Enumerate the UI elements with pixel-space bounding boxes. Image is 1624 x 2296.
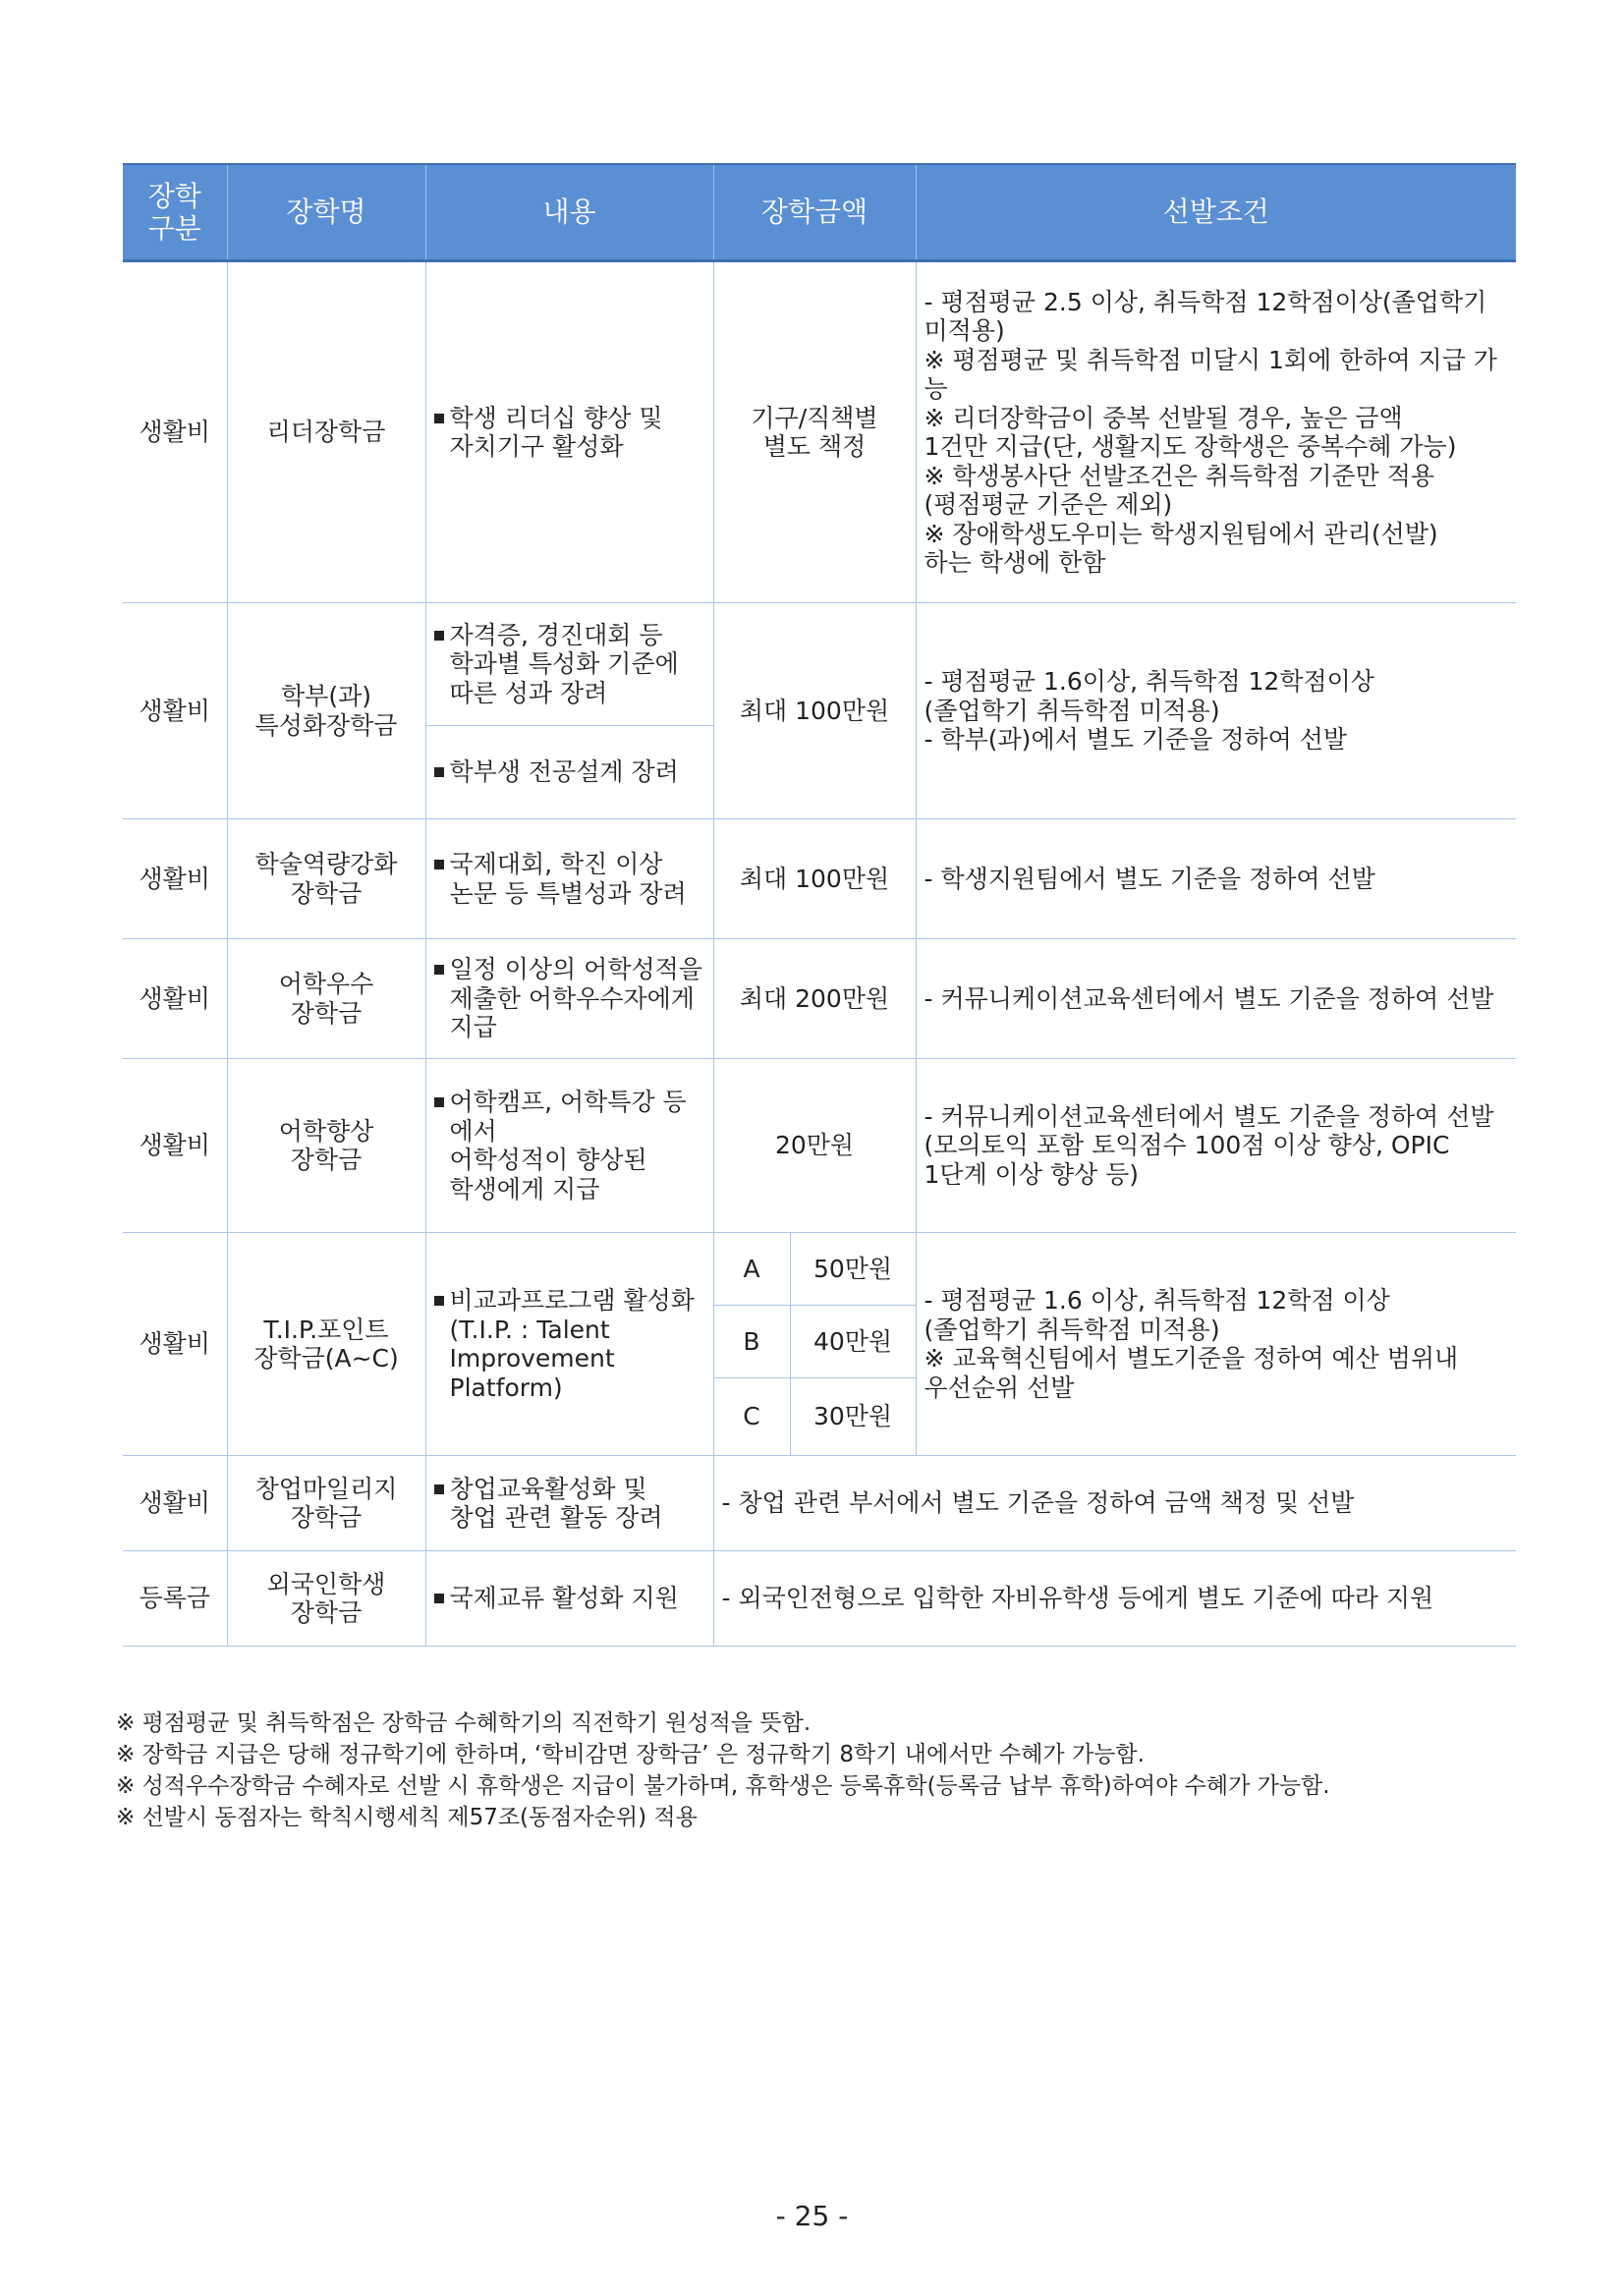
table-row — [123, 1551, 1516, 1647]
header-name: 장학명 — [227, 164, 425, 261]
cell-amount: 기구/직책별 별도 책정 — [713, 261, 916, 603]
bullet-item — [434, 850, 705, 908]
cell-tier-amount: 40만원 — [790, 1306, 916, 1378]
cell-tier-amount: 50만원 — [790, 1233, 916, 1306]
bullet-square-icon — [434, 1296, 444, 1306]
cell-conditions: - 평점평균 1.6이상, 취득학점 12학점이상 (졸업학기 취득학점 미적용) - 학부(과)에서 별도 기준을 정하여 선발 — [916, 603, 1516, 819]
cell-type: 생활비 — [123, 939, 227, 1059]
cell-content — [425, 726, 713, 819]
cell-name: 창업마일리지 장학금 — [227, 1456, 425, 1551]
header-content: 내용 — [425, 164, 713, 261]
cell-type: 생활비 — [123, 603, 227, 819]
cell-content — [425, 1059, 713, 1233]
table-row — [123, 261, 1516, 603]
cell-name: 학술역량강화 장학금 — [227, 819, 425, 939]
cell-conditions: - 평점평균 1.6 이상, 취득학점 12학점 이상 (졸업학기 취득학점 미적용) ※ 교육혁신팀에서 별도기준을 정하여 예산 범위내 우선순위 선발 — [916, 1233, 1516, 1456]
bullet-text: 국제대회, 학진 이상 논문 등 특별성과 장려 — [449, 850, 687, 908]
cell-name: T.I.P.포인트 장학금(A~C) — [227, 1233, 425, 1456]
cell-amount: 최대 100만원 — [713, 819, 916, 939]
cell-tier-amount: 30만원 — [790, 1378, 916, 1456]
header-amount: 장학금액 — [713, 164, 916, 261]
cell-name: 어학우수 장학금 — [227, 939, 425, 1059]
cell-tier-grade: A — [713, 1233, 790, 1306]
cell-conditions: - 커뮤니케이션교육센터에서 별도 기준을 정하여 선발 (모의토익 포함 토익점수 100점 이상 향상, OPIC 1단계 이상 향상 등) — [916, 1059, 1516, 1233]
bullet-square-icon — [434, 1484, 444, 1494]
bullet-square-icon — [434, 631, 444, 641]
footnote: ※ 평점평균 및 취득학점은 장학금 수혜학기의 직전학기 원성적을 뜻함. — [116, 1710, 812, 1736]
cell-amount: 최대 100만원 — [713, 603, 916, 819]
footnotes — [116, 1708, 1330, 1833]
cell-content — [425, 1456, 713, 1551]
bullet-item — [434, 955, 705, 1042]
table-row — [123, 603, 1516, 726]
cell-merged-conditions: - 외국인전형으로 입학한 자비유학생 등에게 별도 기준에 따라 지원 — [713, 1551, 1516, 1647]
cell-merged-conditions: - 창업 관련 부서에서 별도 기준을 정하여 금액 책정 및 선발 — [713, 1456, 1516, 1551]
bullet-item — [434, 621, 705, 708]
cell-conditions: - 평점평균 2.5 이상, 취득학점 12학점이상(졸업학기 미적용) ※ 평점평균 및 취득학점 미달시 1회에 한하여 지급 가능 ※ 리더장학금이 중복 선발될 경우, 높은 금액 1건만 지급(단, 생활지도 장학생은 중복수혜 가능) ※ 학생봉사단 선발조건은 취득학점 기준만 적용 (평점평균 기준은 제외) ※ 장애학생도우미는 학생지원팀에서 관리(선발) 하는 학생에 한함 — [916, 261, 1516, 603]
bullet-text: 학생 리더십 향상 및 자치기구 활성화 — [449, 403, 663, 461]
cell-tier-grade: C — [713, 1378, 790, 1456]
bullet-text: 창업교육활성화 및 창업 관련 활동 장려 — [449, 1474, 663, 1532]
header-conditions: 선발조건 — [916, 164, 1516, 261]
cell-name: 학부(과) 특성화장학금 — [227, 603, 425, 819]
cell-content — [425, 261, 713, 603]
table-row — [123, 1233, 1516, 1306]
bullet-item — [434, 1088, 705, 1204]
cell-conditions: - 학생지원팀에서 별도 기준을 정하여 선발 — [916, 819, 1516, 939]
bullet-square-icon — [434, 414, 444, 423]
cell-type: 생활비 — [123, 1059, 227, 1233]
cell-name: 외국인학생 장학금 — [227, 1551, 425, 1647]
cell-type: 생활비 — [123, 261, 227, 603]
footnote: ※ 선발시 동점자는 학칙시행세칙 제57조(동점자순위) 적용 — [116, 1805, 698, 1830]
cell-name: 어학향상 장학금 — [227, 1059, 425, 1233]
bullet-text: 비교과프로그램 활성화 (T.I.P. : Talent Improvement Platform) — [449, 1286, 695, 1402]
cell-name: 리더장학금 — [227, 261, 425, 603]
bullet-item — [434, 1475, 705, 1533]
bullet-item — [434, 1286, 705, 1402]
bullet-square-icon — [434, 860, 444, 869]
cell-amount: 최대 200만원 — [713, 939, 916, 1059]
cell-type: 등록금 — [123, 1551, 227, 1647]
table-row — [123, 819, 1516, 939]
cell-content — [425, 819, 713, 939]
cell-type: 생활비 — [123, 819, 227, 939]
cell-type: 생활비 — [123, 1233, 227, 1456]
bullet-square-icon — [434, 767, 444, 777]
bullet-text: 일정 이상의 어학성적을 제출한 어학우수자에게 지급 — [449, 955, 702, 1042]
cell-content — [425, 603, 713, 726]
cell-conditions: - 커뮤니케이션교육센터에서 별도 기준을 정하여 선발 — [916, 939, 1516, 1059]
cell-content — [425, 1233, 713, 1456]
bullet-square-icon — [434, 965, 444, 975]
footnote: ※ 장학금 지급은 당해 정규학기에 한하며, ‘학비감면 장학금’ 은 정규학기 8학기 내에서만 수혜가 가능함. — [116, 1742, 1145, 1767]
bullet-item — [434, 757, 705, 787]
table-row — [123, 1059, 1516, 1233]
page-number: - 25 - — [775, 2200, 849, 2232]
bullet-square-icon — [434, 1594, 444, 1603]
cell-type: 생활비 — [123, 1456, 227, 1551]
bullet-item — [434, 404, 705, 462]
cell-content — [425, 939, 713, 1059]
header-type: 장학 구분 — [123, 164, 227, 261]
cell-amount: 20만원 — [713, 1059, 916, 1233]
table-row — [123, 939, 1516, 1059]
footnote: ※ 성적우수장학금 수혜자로 선발 시 휴학생은 지급이 불가하며, 휴학생은 등록휴학(등록금 납부 휴학)하여야 수혜가 가능함. — [116, 1773, 1330, 1799]
bullet-square-icon — [434, 1097, 444, 1107]
table-row — [123, 1456, 1516, 1551]
cell-tier-grade: B — [713, 1306, 790, 1378]
scholarship-table — [123, 163, 1516, 1647]
bullet-text: 어학캠프, 어학특강 등에서 어학성적이 향상된 학생에게 지급 — [449, 1088, 687, 1204]
bullet-item — [434, 1584, 705, 1613]
bullet-text: 자격증, 경진대회 등 학과별 특성화 기준에 따른 성과 장려 — [449, 620, 679, 707]
bullet-text: 학부생 전공설계 장려 — [449, 757, 679, 787]
table-header-row — [123, 164, 1516, 261]
bullet-text: 국제교류 활성화 지원 — [449, 1584, 679, 1613]
cell-content — [425, 1551, 713, 1647]
